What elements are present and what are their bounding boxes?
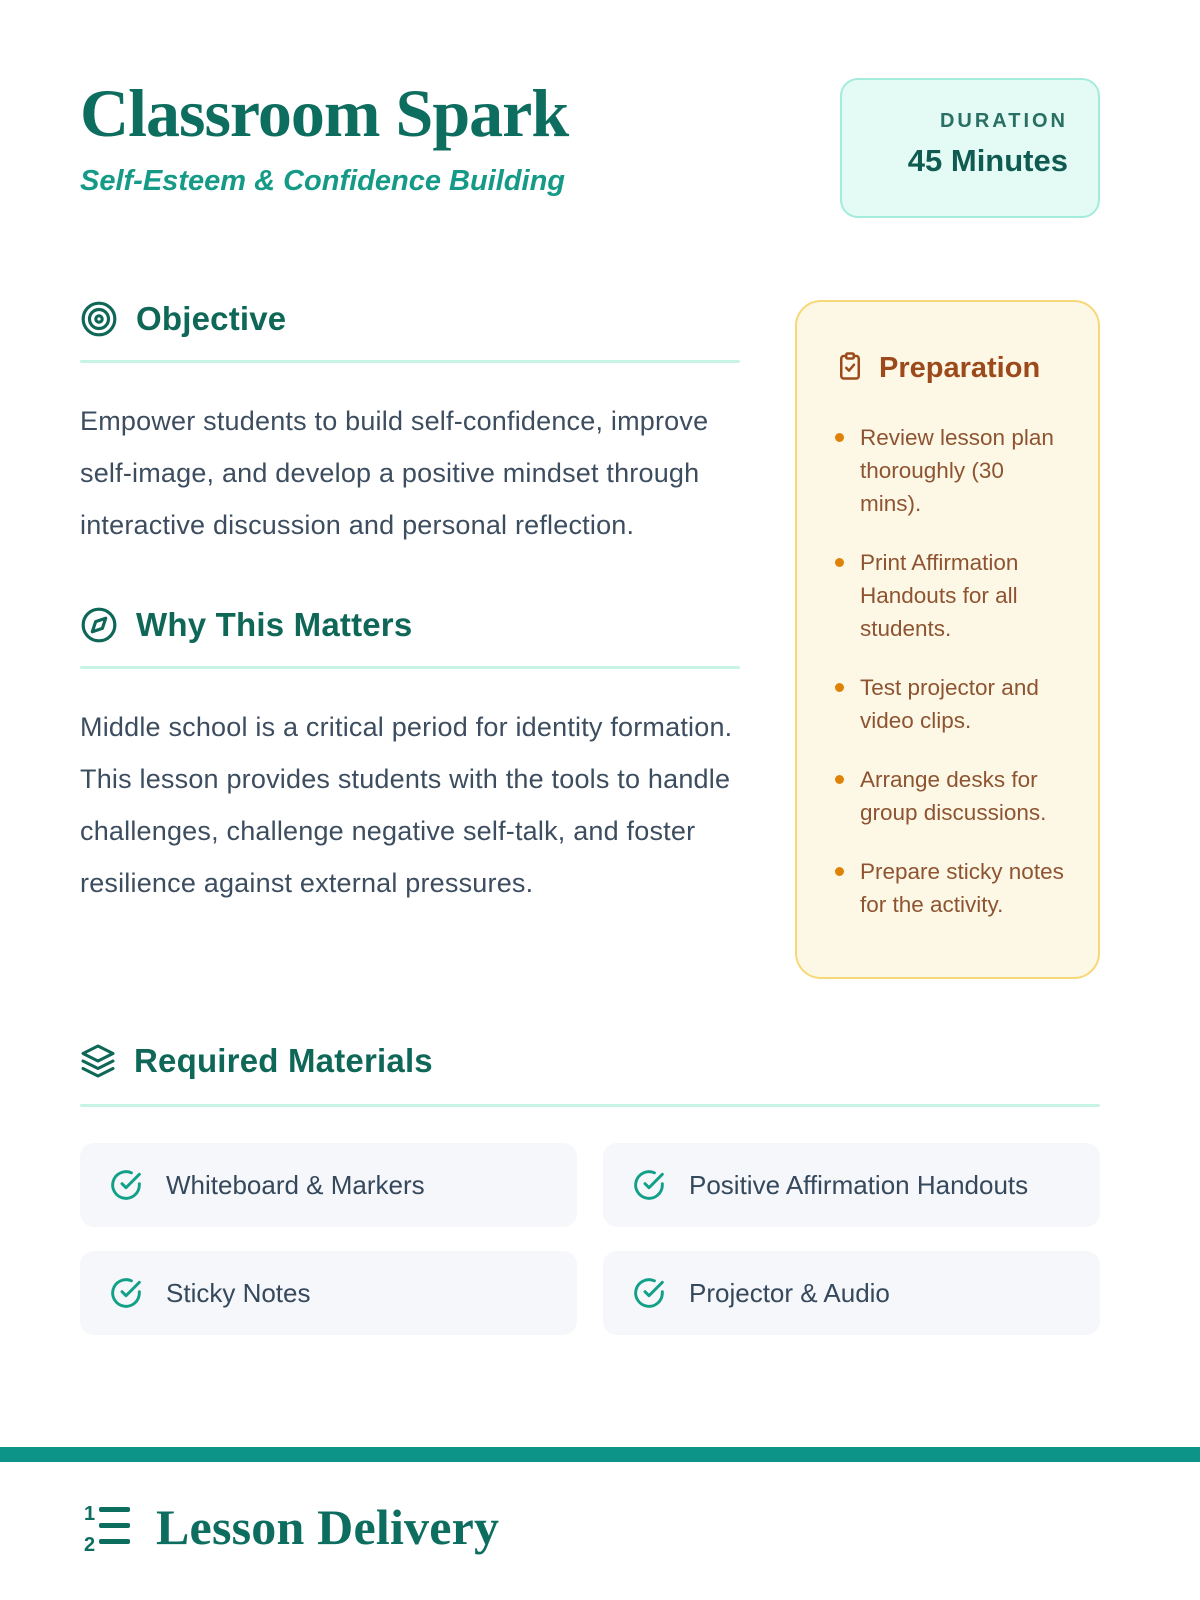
check-circle-icon (110, 1169, 142, 1201)
objective-body: Empower students to build self-confidence, improve self-image, and develop a positive mindset through interactive discussion and personal reflection. (80, 406, 709, 540)
preparation-heading-row (835, 350, 1064, 387)
material-label: Positive Affirmation Handouts (689, 1169, 1029, 1200)
section-required-materials (80, 1042, 1100, 1335)
left-column (80, 300, 740, 909)
materials-grid (80, 1143, 1100, 1335)
material-card (603, 1143, 1100, 1227)
preparation-item-text: Prepare sticky notes for the activity. (860, 859, 1064, 917)
duration-value: 45 Minutes (907, 143, 1068, 178)
delivery-heading-row (84, 1498, 499, 1556)
materials-heading-row (80, 1042, 1100, 1080)
divider (80, 666, 740, 669)
divider (80, 360, 740, 363)
numbered-list-icon (84, 1501, 132, 1553)
svg-text:1: 1 (84, 1503, 96, 1525)
preparation-list (835, 421, 1064, 921)
header (80, 76, 568, 198)
bullseye-icon (80, 300, 118, 338)
materials-title: Required Materials (134, 1042, 433, 1079)
objective-title: Objective (136, 300, 287, 337)
why-heading-row (80, 606, 740, 644)
bullet-dot (835, 867, 844, 876)
duration-badge (840, 78, 1100, 218)
material-card (80, 1251, 577, 1335)
objective-heading-row (80, 300, 740, 338)
page-title: Classroom Spark (80, 75, 569, 151)
section-lesson-delivery (84, 1498, 499, 1556)
page-subtitle: Self-Esteem & Confidence Building (80, 164, 565, 197)
preparation-item-text: Print Affirmation Handouts for all students. (860, 550, 1019, 641)
why-title: Why This Matters (136, 606, 413, 643)
material-card (603, 1251, 1100, 1335)
layers-icon (80, 1043, 116, 1079)
bullet-dot (835, 775, 844, 784)
material-card (80, 1143, 577, 1227)
why-body: Middle school is a critical period for identity formation. This lesson provides students with the tools to handle challenges, challenge negative self-talk, and foster resilience against external pressures. (80, 712, 733, 898)
duration-label: DURATION (939, 110, 1068, 132)
section-why-this-matters (80, 606, 740, 909)
bullet-dot (835, 683, 844, 692)
preparation-title: Preparation (879, 352, 1041, 384)
preparation-item-text: Arrange desks for group discussions. (860, 767, 1047, 825)
section-separator-bar (0, 1447, 1200, 1462)
check-circle-icon (633, 1277, 665, 1309)
preparation-item-text: Test projector and video clips. (860, 675, 1039, 733)
check-circle-icon (110, 1277, 142, 1309)
material-label: Sticky Notes (166, 1277, 311, 1308)
compass-icon (80, 606, 118, 644)
delivery-title: Lesson Delivery (156, 1499, 500, 1555)
check-circle-icon (633, 1169, 665, 1201)
clipboard-check-icon (835, 350, 865, 387)
svg-text:2: 2 (84, 1534, 96, 1553)
section-objective (80, 300, 740, 551)
divider (80, 1104, 1100, 1107)
preparation-item (835, 421, 1064, 520)
preparation-item (835, 763, 1064, 829)
material-label: Whiteboard & Markers (166, 1169, 425, 1200)
bullet-dot (835, 433, 844, 442)
bullet-dot (835, 558, 844, 567)
material-label: Projector & Audio (689, 1277, 890, 1308)
preparation-item (835, 546, 1064, 645)
preparation-item (835, 855, 1064, 921)
preparation-item-text: Review lesson plan thoroughly (30 mins). (860, 425, 1054, 516)
preparation-card (795, 300, 1100, 979)
preparation-item (835, 671, 1064, 737)
